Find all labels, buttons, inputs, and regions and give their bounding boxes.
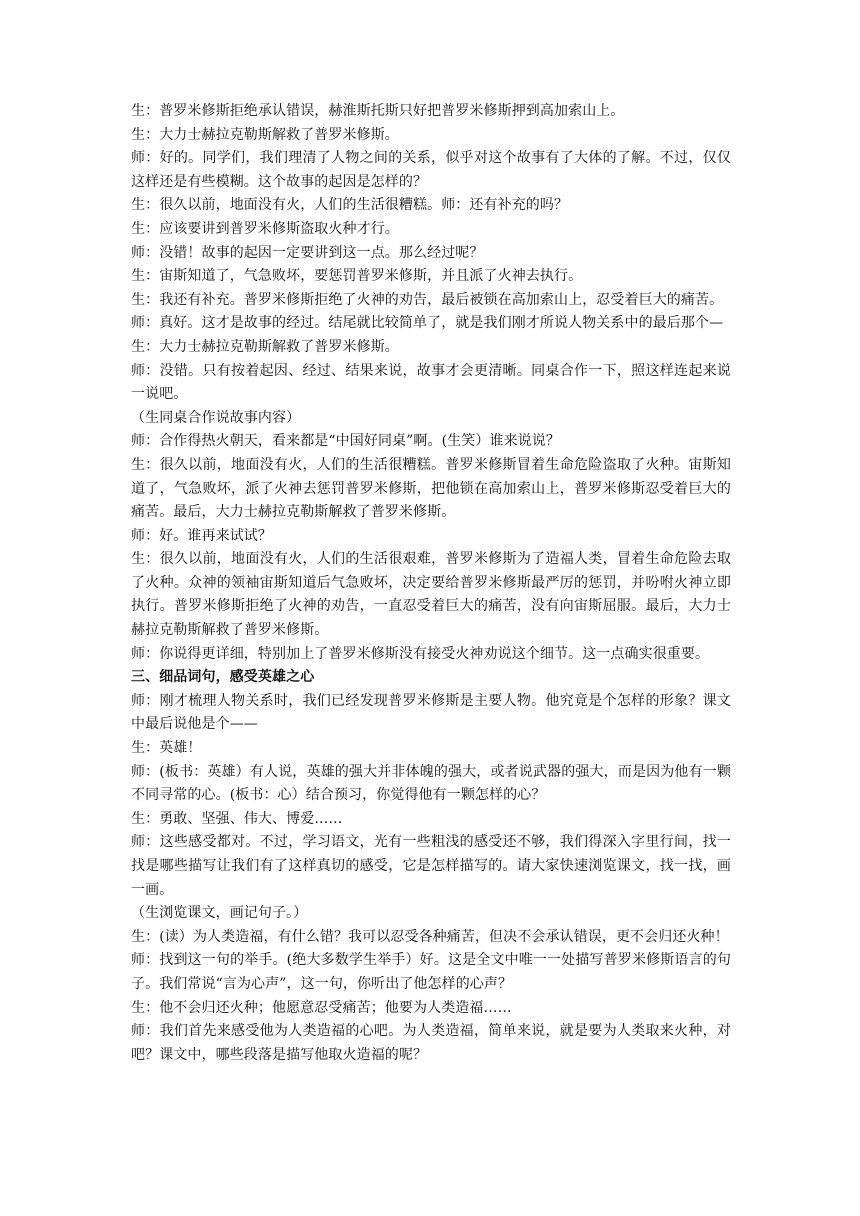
transcript-line: 生：很久以前，地面没有火，人们的生活很糟糕。普罗米修斯冒着生命危险盗取了火种。宙斯知道了，气急败坏，派了火神去惩罚普罗米修斯，把他锁在高加索山上，普罗米修斯忍受着巨大的痛苦。最后，大力士赫拉克勒斯解救了普罗米修斯。 xyxy=(131,456,731,521)
transcript-line: 生：大力士赫拉克勒斯解救了普罗米修斯。 xyxy=(131,126,399,143)
transcript-line: 生：英雄！ xyxy=(131,740,202,757)
transcript-line: 生：(读）为人类造福，有什么错？我可以忍受各种痛苦，但决不会承认错误，更不会归还火种！ xyxy=(131,928,729,945)
transcript-line: 师：好的。同学们，我们理清了人物之间的关系，似乎对这个故事有了大体的了解。不过，仅仅这样还是有些模糊。这个故事的起因是怎样的？ xyxy=(131,150,731,190)
transcript-line: 生：普罗米修斯拒绝承认错误，赫淮斯托斯只好把普罗米修斯押到高加索山上。 xyxy=(131,103,625,119)
transcript-line: 师：真好。这才是故事的经过。结尾就比较简单了，就是我们刚才所说人物关系中的最后那个— xyxy=(131,315,724,332)
transcript-line: 生：应该要讲到普罗米修斯盗取火种才行。 xyxy=(131,220,399,237)
document-page xyxy=(131,100,731,1067)
transcript-line: 师：没错。只有按着起因、经过、结果来说，故事才会更清晰。同桌合作一下，照这样连起来说一说吧。 xyxy=(131,362,731,403)
transcript-line: 师：我们首先来感受他为人类造福的心吧。为人类造福，简单来说，就是要为人类取来火种，对吧？课文中，哪些段落是描写他取火造福的呢？ xyxy=(131,1023,731,1063)
transcript-line: 师：好。谁再来试试？ xyxy=(131,527,272,544)
transcript-line: 生：我还有补充。普罗米修斯拒绝了火神的劝告，最后被锁在高加索山上，忍受着巨大的痛苦。 xyxy=(131,291,724,308)
transcript-line: 师：找到这一句的举手。(绝大多数学生举手）好。这是全文中唯一一处描写普罗米修斯语言的句子。我们常说“言为心声”，这一句，你听出了他怎样的心声？ xyxy=(131,952,731,992)
transcript-line: 生：大力士赫拉克勒斯解救了普罗米修斯。 xyxy=(131,338,399,355)
transcript-line: （生同桌合作说故事内容） xyxy=(131,409,301,426)
transcript-line: 生：很久以前，地面没有火，人们的生活很糟糕。师：还有补充的吗？ xyxy=(131,197,569,214)
transcript-line: 师：合作得热火朝天，看来都是“中国好同桌”啊。(生笑）谁来说说？ xyxy=(131,433,560,450)
transcript-line: （生浏览课文，画记句子。） xyxy=(131,905,308,922)
section-heading: 三、细品词句，感受英雄之心 xyxy=(131,669,315,686)
transcript-line: 生：勇敢、坚强、伟大、博爱…… xyxy=(131,810,343,827)
transcript-line: 师：你说得更详细，特别加上了普罗米修斯没有接受火神劝说这个细节。这一点确实很重要。 xyxy=(131,645,710,662)
transcript-line: 师：刚才梳理人物关系时，我们已经发现普罗米修斯是主要人物。他究竟是个怎样的形象？课文中最后说他是个—— xyxy=(131,692,731,733)
transcript-line: 师：(板书：英雄）有人说，英雄的强大并非体魄的强大，或者说武器的强大，而是因为他有一颗不同寻常的心。(板书：心）结合预习，你觉得他有一颗怎样的心？ xyxy=(131,763,731,804)
transcript-line: 生：很久以前，地面没有火，人们的生活很艰难，普罗米修斯为了造福人类，冒着生命危险去取了火种。众神的领袖宙斯知道后气急败坏，决定要给普罗米修斯最严厉的惩罚，并吩咐火神立即执行。普罗米修斯拒绝了火神的劝告，一直忍受着巨大的痛苦，没有向宙斯屈服。最后，大力士赫拉克勒斯解救了普罗米修斯。 xyxy=(131,551,731,639)
transcript-line: 师：没错！故事的起因一定要讲到这一点。那么经过呢？ xyxy=(131,244,484,261)
transcript-line: 师：这些感受都对。不过，学习语文，光有一些粗浅的感受还不够，我们得深入字里行间，找一找是哪些描写让我们有了这样真切的感受，它是怎样描写的。请大家快速浏览课文，找一找，画一画。 xyxy=(131,834,731,898)
transcript-line: 生：宙斯知道了，气急败坏，要惩罚普罗米修斯，并且派了火神去执行。 xyxy=(131,268,583,285)
transcript-line: 生：他不会归还火种；他愿意忍受痛苦；他要为人类造福…… xyxy=(131,999,512,1016)
